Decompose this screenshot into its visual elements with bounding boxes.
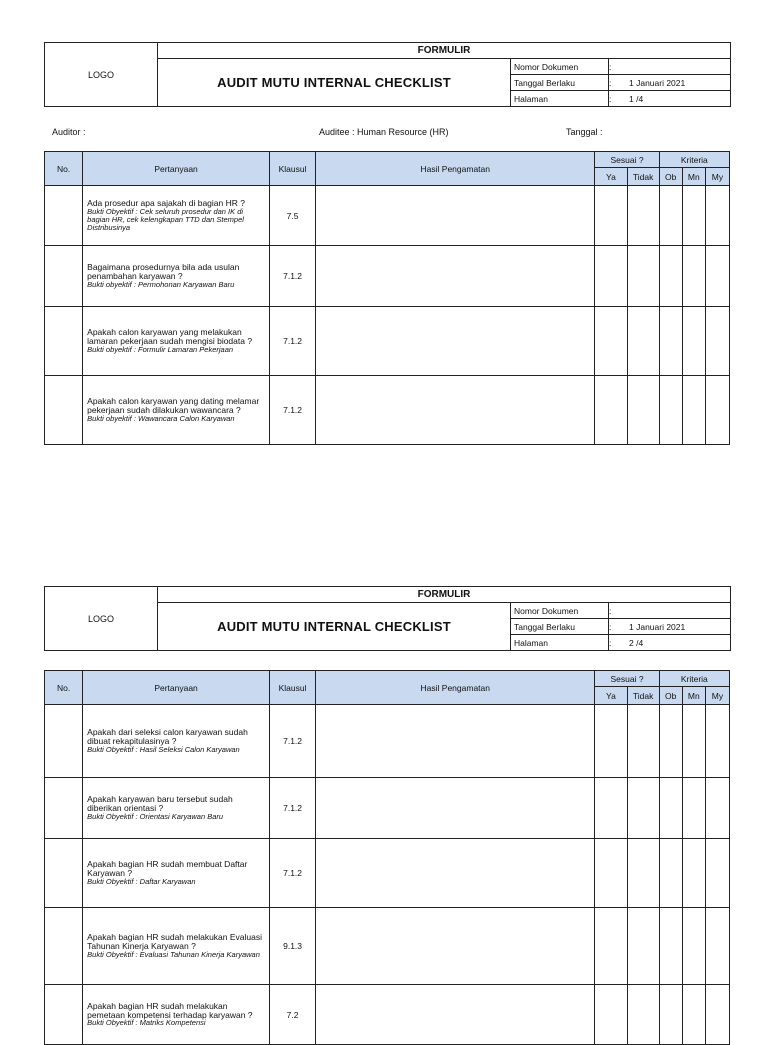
logo-placeholder: LOGO (45, 43, 158, 107)
table-row (45, 839, 730, 908)
col-sesuai: Sesuai ? (595, 671, 659, 687)
mn-cell[interactable] (682, 186, 705, 246)
formulir-label: FORMULIR (158, 587, 731, 603)
tidak-cell[interactable] (627, 908, 659, 985)
auditor-label: Auditor : (52, 127, 86, 137)
tanggal-berlaku-label: Tanggal Berlaku (511, 619, 609, 635)
ya-cell[interactable] (595, 839, 627, 908)
nomor-dokumen-label: Nomor Dokumen (511, 59, 609, 75)
table-row (45, 307, 730, 376)
table-row (45, 246, 730, 307)
tidak-cell[interactable] (627, 705, 659, 778)
my-cell[interactable] (705, 246, 729, 307)
mn-cell[interactable] (682, 246, 705, 307)
col-hasil-pengamatan: Hasil Pengamatan (316, 671, 595, 705)
klausul-cell: 7.5 (269, 186, 315, 246)
nomor-dokumen-value: : (609, 603, 731, 619)
nomor-dokumen-label: Nomor Dokumen (511, 603, 609, 619)
col-mn: Mn (682, 168, 705, 186)
ya-cell[interactable] (595, 778, 627, 839)
col-kriteria: Kriteria (659, 152, 729, 168)
hasil-cell[interactable] (316, 186, 595, 246)
formulir-label: FORMULIR (158, 43, 731, 59)
checklist-table (44, 151, 730, 445)
klausul-cell: 7.1.2 (269, 778, 315, 839)
my-cell[interactable] (705, 705, 729, 778)
row-no-cell (45, 307, 83, 376)
question-cell: Apakah calon karyawan yang melakukan lamaran pekerjaan sudah mengisi biodata ? Bukti obyektif : Formulir Lamaran Pekerjaan (83, 307, 270, 376)
document-title: AUDIT MUTU INTERNAL CHECKLIST (158, 603, 511, 651)
row-no-cell (45, 839, 83, 908)
question-cell: Apakah calon karyawan yang dating melamar pekerjaan sudah dilakukan wawancara ? Bukti obyektif : Wawancara Calon Karyawan (83, 376, 270, 445)
table-row (45, 705, 730, 778)
my-cell[interactable] (705, 839, 729, 908)
my-cell[interactable] (705, 186, 729, 246)
my-cell[interactable] (705, 376, 729, 445)
col-no: No. (45, 671, 83, 705)
question-cell: Apakah dari seleksi calon karyawan sudah dibuat rekapitulasinya ? Bukti Obyektif : Hasil Seleksi Calon Karyawan (83, 705, 270, 778)
row-no-cell (45, 778, 83, 839)
hasil-cell[interactable] (316, 908, 595, 985)
question-cell: Apakah bagian HR sudah membuat Daftar Karyawan ? Bukti Obyektif : Daftar Karyawan (83, 839, 270, 908)
hasil-cell[interactable] (316, 839, 595, 908)
ob-cell[interactable] (659, 705, 682, 778)
ob-cell[interactable] (659, 839, 682, 908)
klausul-cell: 7.2 (269, 985, 315, 1045)
ya-cell[interactable] (595, 705, 627, 778)
hasil-cell[interactable] (316, 985, 595, 1045)
hasil-cell[interactable] (316, 778, 595, 839)
mn-cell[interactable] (682, 778, 705, 839)
ya-cell[interactable] (595, 307, 627, 376)
tanggal-berlaku-value: : 1 Januari 2021 (609, 75, 731, 91)
row-no-cell (45, 186, 83, 246)
col-klausul: Klausul (269, 671, 315, 705)
row-no-cell (45, 376, 83, 445)
mn-cell[interactable] (682, 908, 705, 985)
klausul-cell: 7.1.2 (269, 307, 315, 376)
my-cell[interactable] (705, 985, 729, 1045)
ya-cell[interactable] (595, 376, 627, 445)
klausul-cell: 7.1.2 (269, 705, 315, 778)
tanggal-berlaku-value: : 1 Januari 2021 (609, 619, 731, 635)
col-no: No. (45, 152, 83, 186)
col-my: My (705, 687, 729, 705)
halaman-label: Halaman (511, 91, 609, 107)
mn-cell[interactable] (682, 705, 705, 778)
my-cell[interactable] (705, 778, 729, 839)
tidak-cell[interactable] (627, 246, 659, 307)
hasil-cell[interactable] (316, 246, 595, 307)
checklist-table (44, 670, 730, 1045)
logo-placeholder: LOGO (45, 587, 158, 651)
ya-cell[interactable] (595, 186, 627, 246)
hasil-cell[interactable] (316, 705, 595, 778)
tanggal-label: Tanggal : (566, 127, 603, 137)
col-tidak: Tidak (627, 168, 659, 186)
table-row (45, 985, 730, 1045)
col-kriteria: Kriteria (659, 671, 729, 687)
question-cell: Bagaimana prosedurnya bila ada usulan penambahan karyawan ? Bukti obyektif : Permohonan Karyawan Baru (83, 246, 270, 307)
hasil-cell[interactable] (316, 307, 595, 376)
col-pertanyaan: Pertanyaan (83, 152, 270, 186)
tidak-cell[interactable] (627, 839, 659, 908)
halaman-value: : 1 /4 (609, 91, 731, 107)
col-tidak: Tidak (627, 687, 659, 705)
nomor-dokumen-value: : (609, 59, 731, 75)
col-ya: Ya (595, 687, 627, 705)
mn-cell[interactable] (682, 307, 705, 376)
ob-cell[interactable] (659, 186, 682, 246)
ob-cell[interactable] (659, 246, 682, 307)
hasil-cell[interactable] (316, 376, 595, 445)
mn-cell[interactable] (682, 985, 705, 1045)
col-pertanyaan: Pertanyaan (83, 671, 270, 705)
form-header (44, 586, 731, 651)
tidak-cell[interactable] (627, 307, 659, 376)
ob-cell[interactable] (659, 307, 682, 376)
question-cell: Apakah bagian HR sudah melakukan pemetaan kompetensi terhadap karyawan ? Bukti Obyektif : Matriks Kompetensi (83, 985, 270, 1045)
ob-cell[interactable] (659, 376, 682, 445)
klausul-cell: 7.1.2 (269, 246, 315, 307)
col-hasil-pengamatan: Hasil Pengamatan (316, 152, 595, 186)
row-no-cell (45, 985, 83, 1045)
table-row (45, 778, 730, 839)
klausul-cell: 7.1.2 (269, 839, 315, 908)
question-cell: Ada prosedur apa sajakah di bagian HR ? Bukti Obyektif : Cek seluruh prosedur dan IK di bagian HR, cek kelengkapan TTD dan Stempel Distribusinya (83, 186, 270, 246)
ya-cell[interactable] (595, 908, 627, 985)
ob-cell[interactable] (659, 908, 682, 985)
col-ob: Ob (659, 687, 682, 705)
table-row (45, 186, 730, 246)
table-row (45, 908, 730, 985)
col-ya: Ya (595, 168, 627, 186)
row-no-cell (45, 246, 83, 307)
halaman-value: : 2 /4 (609, 635, 731, 651)
my-cell[interactable] (705, 908, 729, 985)
table-row (45, 376, 730, 445)
mn-cell[interactable] (682, 839, 705, 908)
col-ob: Ob (659, 168, 682, 186)
tidak-cell[interactable] (627, 376, 659, 445)
mn-cell[interactable] (682, 376, 705, 445)
ob-cell[interactable] (659, 778, 682, 839)
klausul-cell: 9.1.3 (269, 908, 315, 985)
tidak-cell[interactable] (627, 985, 659, 1045)
ob-cell[interactable] (659, 985, 682, 1045)
my-cell[interactable] (705, 307, 729, 376)
col-klausul: Klausul (269, 152, 315, 186)
col-my: My (705, 168, 729, 186)
row-no-cell (45, 705, 83, 778)
halaman-label: Halaman (511, 635, 609, 651)
question-cell: Apakah bagian HR sudah melakukan Evaluasi Tahunan Kinerja Karyawan ? Bukti Obyektif : Evaluasi Tahunan Kinerja Karyawan (83, 908, 270, 985)
row-no-cell (45, 908, 83, 985)
tanggal-berlaku-label: Tanggal Berlaku (511, 75, 609, 91)
tidak-cell[interactable] (627, 186, 659, 246)
auditee-label: Auditee : Human Resource (HR) (319, 127, 449, 137)
ya-cell[interactable] (595, 246, 627, 307)
tidak-cell[interactable] (627, 778, 659, 839)
question-cell: Apakah karyawan baru tersebut sudah diberikan orientasi ? Bukti Obyektif : Orientasi Karyawan Baru (83, 778, 270, 839)
document-title: AUDIT MUTU INTERNAL CHECKLIST (158, 59, 511, 107)
form-header (44, 42, 731, 107)
col-sesuai: Sesuai ? (595, 152, 659, 168)
klausul-cell: 7.1.2 (269, 376, 315, 445)
col-mn: Mn (682, 687, 705, 705)
ya-cell[interactable] (595, 985, 627, 1045)
